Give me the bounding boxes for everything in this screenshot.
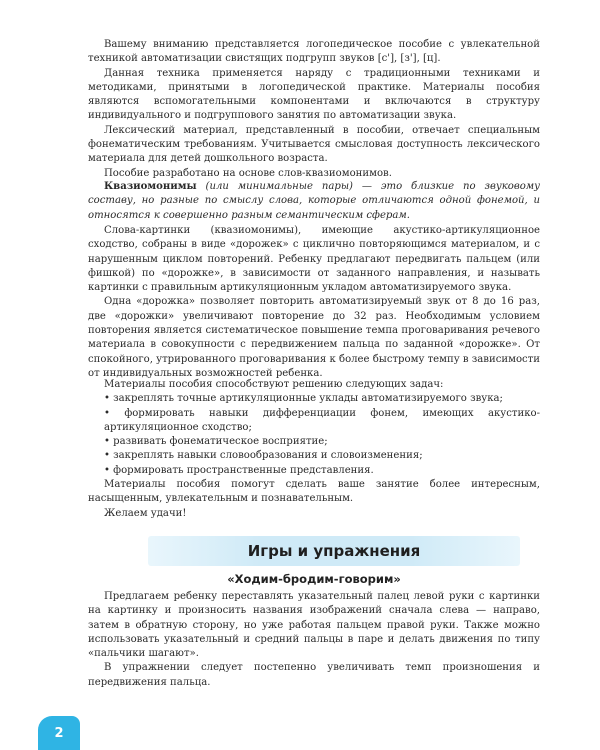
section-banner bbox=[148, 536, 520, 566]
task-item-3: • развивать фонематическое восприятие; bbox=[104, 436, 328, 448]
task-item-4: • закреплять навыки словообразования и словоизменения; bbox=[104, 450, 423, 462]
method-paragraph-2: Одна «дорожка» позволяет повторить автоматизируемый звук от 8 до 16 раз, две «дорожки» увеличивают повторение до 32 раз. Необходимым условием повторения является систематическое повышение темпа проговаривания речевого материала в совокупности с передвижением пальца по заданной «дорожке». От спокойного, утрированного проговаривания к более быстрому темпу в зависимости от индивидуальных возможностей ребенка. bbox=[88, 296, 540, 379]
intro-paragraph-4: Пособие разработано на основе слов-квазиомонимов. bbox=[104, 167, 392, 179]
task-item-5: • формировать пространственные представления. bbox=[104, 464, 374, 476]
definition-term: Квазиомонимы bbox=[104, 181, 197, 192]
game-paragraph-2: В упражнении следует постепенно увеличивать темп произношения и передвижения пальца. bbox=[88, 662, 540, 688]
definition-paragraph bbox=[88, 180, 540, 223]
tasks-block bbox=[88, 378, 540, 521]
intro-block bbox=[88, 38, 540, 181]
method-paragraph-1: Слова-картинки (квазиомонимы), имеющие акустико-артикуляционное сходство, собраны в виде «дорожек» с циклично повторяющимся материалом, и с нарушенным циклом повторений. Ребенку предлагают передвигать пальцем (или фишкой) по «дорожке», в зависимости от заданного направления, и называть картинки с правильным артикуляционным укладом автоматизируемого звука. bbox=[88, 225, 540, 294]
game-title: «Ходим-бродим-говорим» bbox=[227, 572, 401, 586]
task-item-2: • формировать навыки дифференциации фонем, имеющих акустико-артикуляционное сходство; bbox=[104, 407, 540, 433]
intro-paragraph-2: Данная техника применяется наряду с традиционными техниками и методиками, принятыми в логопедической практике. Материалы пособия являются вспомогательными компонентами и включаются в структуру индивидуального и подгруппового занятия по автоматизации звука. bbox=[88, 67, 540, 122]
tasks-lead: Материалы пособия способствуют решению следующих задач: bbox=[104, 379, 444, 390]
tasks-wish: Желаем удачи! bbox=[104, 507, 187, 519]
method-block bbox=[88, 224, 540, 381]
game-paragraph-1: Предлагаем ребенку переставлять указательный палец левой руки с картинки на картинку и произносить названия изображений сначала слева — направо, затем в обратную сторону, но уже работая пальцем правой руки. Также можно использовать указательный и средний пальцы в паре и делать движения по типу «пальчики шагают». bbox=[88, 591, 540, 660]
definition-text: (или минимальные пары) — это близкие по звуковому составу, но разные по смыслу слова, которые отличаются одной фонемой, и относятся к совершенно разным семантическим сферам. bbox=[88, 181, 540, 221]
game-block bbox=[88, 590, 540, 690]
intro-paragraph-3: Лексический материал, представленный в пособии, отвечает специальным фонематическим требованиям. Учитывается смысловая доступность лексического материала для детей дошкольного возраста. bbox=[88, 124, 540, 165]
page-number: 2 bbox=[54, 725, 64, 741]
intro-paragraph-1: Вашему вниманию представляется логопедическое пособие с увлекательной техникой автоматизации свистящих подгрупп звуков [с'], [з'], [ц]. bbox=[88, 39, 540, 65]
task-item-1: • закреплять точные артикуляционные уклады автоматизируемого звука; bbox=[104, 393, 503, 405]
page-number-tab bbox=[38, 716, 80, 750]
section-title: Игры и упражнения bbox=[247, 542, 421, 560]
definition-block bbox=[88, 180, 540, 223]
tasks-closing: Материалы пособия помогут сделать ваше занятие более интересным, насыщенным, увлекательным и познавательным. bbox=[88, 479, 540, 505]
tasks-list bbox=[88, 392, 540, 478]
